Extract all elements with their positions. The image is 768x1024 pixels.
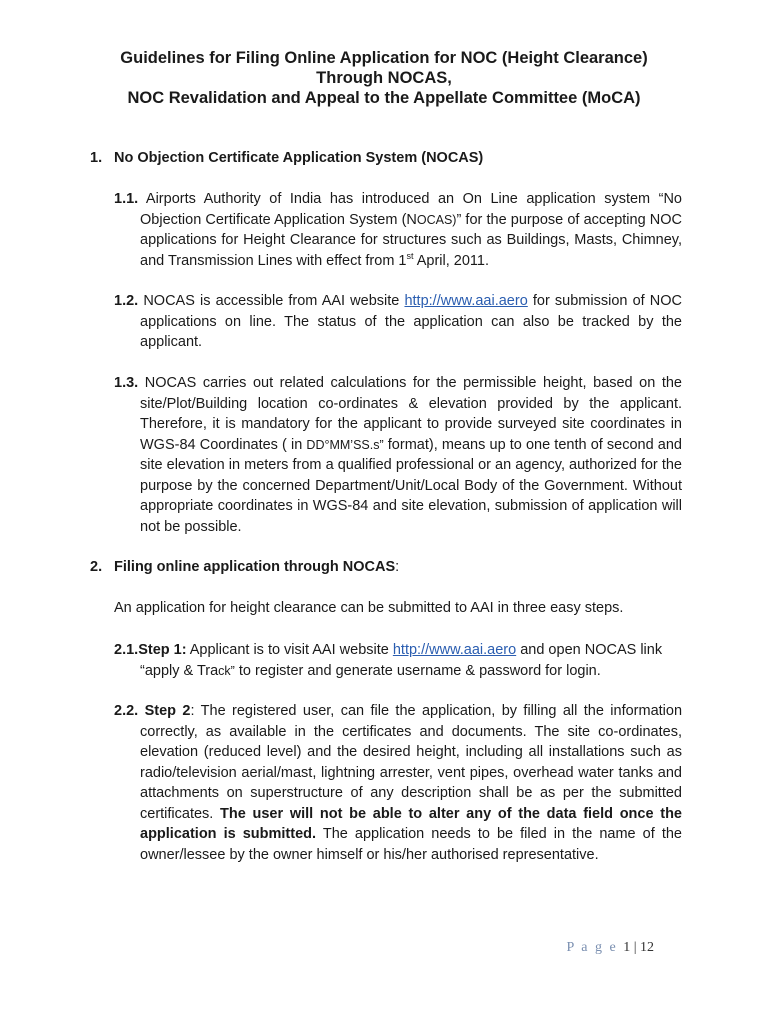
item-1-1-text xyxy=(114,189,682,271)
section-2-heading xyxy=(90,557,399,578)
section-1-title: No Objection Certificate Application System (NOCAS) xyxy=(114,150,484,166)
step-2-label: Step 2 xyxy=(144,703,191,719)
item-1-2-text xyxy=(114,291,682,353)
aai-website-link-step1[interactable]: http://www.aai.aero xyxy=(392,642,517,658)
item-1-3-text-b: format), means up to one tenth of second and site elevation in meters from a qualified professional or an agency, authorized for the purpose by the concerned Department/Unit/Local Body of the Government. Without appropriate coordinates in WGS-84 and site elevation, submission of application will not be possible. xyxy=(140,436,682,535)
page-footer xyxy=(566,940,654,956)
title-line-2: Through NOCAS, xyxy=(316,69,452,87)
item-1-2 xyxy=(114,291,682,353)
item-1-1-text-a: Airports Authority of India has introduced an On Line application system “No Objection Certificate Application System (N xyxy=(140,191,682,228)
section-2-number: 2. xyxy=(90,559,103,575)
step-2-text-a: : The registered user, can file the application, by filling all the information correctly, as available in the certificates and documents. The site co-ordinates, elevation (reduced level) and the desired height, including all installations such as radio/television aerial/mast, lightning arrester, vent pipes, overhead water tanks and attachments on superstructure of any description shall be as per the submitted certificates. xyxy=(140,703,683,822)
title-line-3: NOC Revalidation and Appeal to the Appellate Committee (MoCA) xyxy=(127,89,641,107)
item-1-1-text-b: OCAS) xyxy=(416,212,457,227)
section-2-title: Filing online application through NOCAS xyxy=(114,559,396,575)
step-2-bold-warning: The user will not be able to alter any of the data field once the application is submitted. xyxy=(140,805,682,842)
step-1-text-d: to register and generate username & password for login. xyxy=(234,662,601,679)
coordinate-format: DD°MM’SS.s” xyxy=(306,437,384,452)
section-2-intro: An application for height clearance can be submitted to AAI in three easy steps. xyxy=(114,600,624,616)
step-1-text xyxy=(114,640,682,681)
item-1-3 xyxy=(114,373,682,537)
document-title xyxy=(40,48,728,108)
step-2-text-b: The application needs to be filed in the name of the owner/lessee by the owner himself or his/her authorised representative. xyxy=(140,826,682,863)
step-1-text-c: ck” xyxy=(218,663,235,678)
item-1-1-sup: st xyxy=(406,250,414,261)
item-1-3-text-a: NOCAS carries out related calculations for the permissible height, based on the site/Plot/Building location co-ordinates & elevation provided by the applicant. Therefore, it is mandatory for the applicant to provide surveyed site coordinates in WGS-84 Coordinates ( in xyxy=(140,375,682,453)
title-line-1: Guidelines for Filing Online Application for NOC (Height Clearance) xyxy=(120,49,648,67)
item-1-3-text xyxy=(114,373,682,537)
item-1-2-text-a: NOCAS is accessible from AAI website xyxy=(143,293,405,309)
step-2 xyxy=(114,701,682,865)
item-1-1-number: 1.1. xyxy=(114,191,139,207)
item-1-1-text-c: ” for the purpose of accepting NOC applications for Height Clearance for structures such as Buildings, Masts, Chimney, and Transmission Lines with effect from 1 xyxy=(140,211,682,269)
section-1-number: 1. xyxy=(90,150,103,166)
step-1-text-a: Applicant is to visit AAI website xyxy=(186,642,393,658)
item-1-3-number: 1.3. xyxy=(114,375,139,391)
aai-website-link[interactable]: http://www.aai.aero xyxy=(404,293,528,309)
page-word: P a g e xyxy=(566,940,618,955)
item-1-1 xyxy=(114,189,682,271)
item-1-2-number: 1.2. xyxy=(114,293,139,309)
step-2-text xyxy=(114,701,682,865)
section-1-heading xyxy=(90,148,483,169)
step-1 xyxy=(114,640,682,681)
step-1-number: 2.1. xyxy=(114,642,139,658)
page-number: 1 | 12 xyxy=(623,940,654,955)
step-1-text-b: and open NOCAS link “apply & Tra xyxy=(140,642,663,679)
section-2-colon: : xyxy=(395,559,400,575)
step-2-number: 2.2. xyxy=(114,703,139,719)
item-1-2-text-b: for submission of NOC applications on line. The status of the application can also be tracked by the applicant. xyxy=(140,293,682,350)
item-1-1-text-d: April, 2011. xyxy=(413,252,490,269)
step-1-label: Step 1: xyxy=(138,642,187,658)
